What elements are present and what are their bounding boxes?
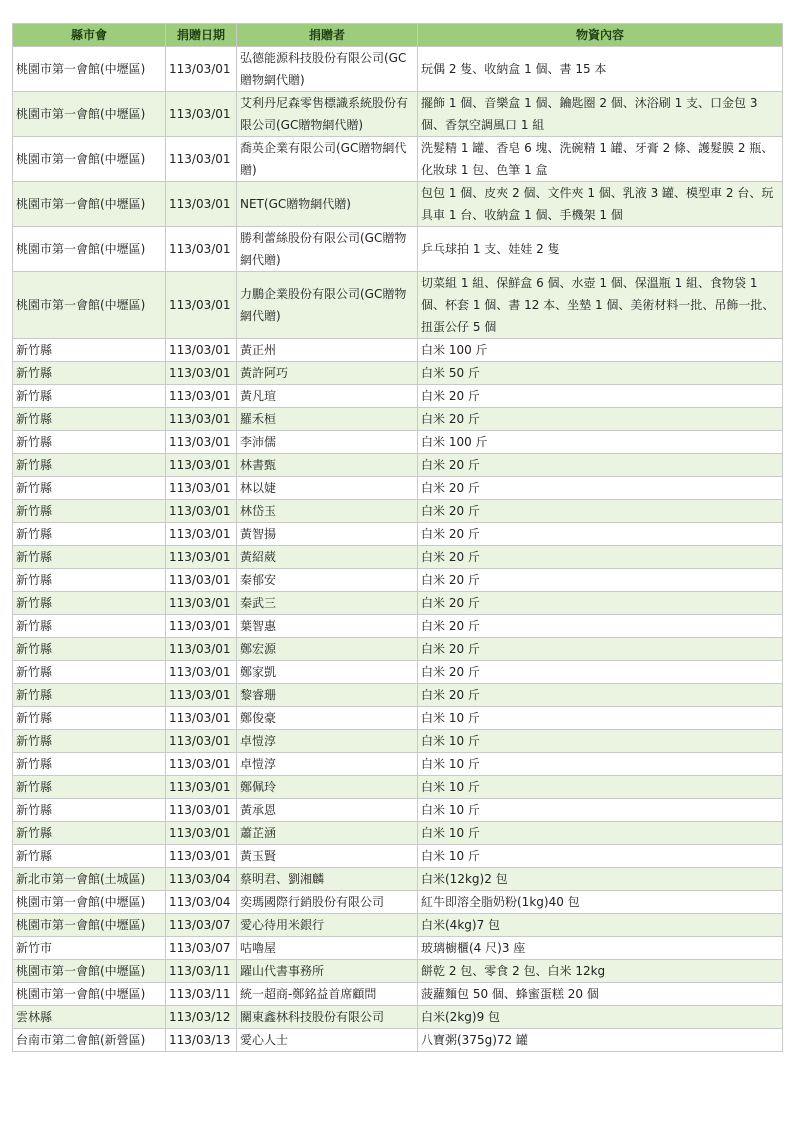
cell-donor: 黃凡瑄 (237, 385, 418, 408)
table-row (13, 592, 783, 615)
cell-county: 新竹縣 (13, 776, 166, 799)
cell-donor: 蔡明君、劉湘麟 (237, 868, 418, 891)
cell-items: 白米 10 斤 (418, 730, 783, 753)
table-row (13, 546, 783, 569)
cell-county: 新竹縣 (13, 454, 166, 477)
table-row (13, 454, 783, 477)
cell-items: 白米 20 斤 (418, 385, 783, 408)
cell-date: 113/03/01 (166, 182, 237, 227)
cell-items: 白米 20 斤 (418, 569, 783, 592)
header-date: 捐贈日期 (166, 24, 237, 47)
cell-items: 白米 10 斤 (418, 707, 783, 730)
table-row (13, 776, 783, 799)
cell-items: 白米(2kg)9 包 (418, 1006, 783, 1029)
cell-donor: 咕嚕屋 (237, 937, 418, 960)
cell-date: 113/03/07 (166, 914, 237, 937)
table-row (13, 92, 783, 137)
cell-items: 餅乾 2 包、零食 2 包、白米 12kg (418, 960, 783, 983)
cell-items: 白米 10 斤 (418, 776, 783, 799)
cell-donor: 勝利蕾絲股份有限公司(GC贈物網代贈) (237, 227, 418, 272)
cell-date: 113/03/11 (166, 960, 237, 983)
table-row (13, 868, 783, 891)
table-row (13, 339, 783, 362)
table-row (13, 477, 783, 500)
cell-county: 新竹縣 (13, 730, 166, 753)
cell-county: 桃園市第一會館(中壢區) (13, 47, 166, 92)
table-header-row (13, 24, 783, 47)
cell-donor: 愛心待用米銀行 (237, 914, 418, 937)
cell-date: 113/03/01 (166, 638, 237, 661)
cell-donor: 林以婕 (237, 477, 418, 500)
cell-county: 雲林縣 (13, 1006, 166, 1029)
cell-date: 113/03/11 (166, 983, 237, 1006)
cell-county: 新竹縣 (13, 684, 166, 707)
cell-items: 白米 100 斤 (418, 339, 783, 362)
cell-county: 新竹縣 (13, 753, 166, 776)
cell-donor: 力鵬企業股份有限公司(GC贈物網代贈) (237, 272, 418, 339)
cell-items: 白米 20 斤 (418, 500, 783, 523)
cell-date: 113/03/01 (166, 477, 237, 500)
cell-county: 新竹縣 (13, 339, 166, 362)
table-row (13, 227, 783, 272)
header-donor: 捐贈者 (237, 24, 418, 47)
cell-items: 白米(12kg)2 包 (418, 868, 783, 891)
cell-items: 白米 10 斤 (418, 845, 783, 868)
cell-donor: 卓愷淳 (237, 730, 418, 753)
cell-donor: 卓愷淳 (237, 753, 418, 776)
cell-items: 白米 20 斤 (418, 684, 783, 707)
cell-date: 113/03/01 (166, 753, 237, 776)
cell-donor: 林岱玉 (237, 500, 418, 523)
cell-items: 切菜組 1 組、保鮮盒 6 個、水壺 1 個、保溫瓶 1 組、食物袋 1 個、杯套 1 個、書 12 本、坐墊 1 個、美術材料一批、吊飾一批、扭蛋公仔 5 個 (418, 272, 783, 339)
table-row (13, 845, 783, 868)
table-row (13, 661, 783, 684)
cell-county: 新竹縣 (13, 362, 166, 385)
cell-county: 桃園市第一會館(中壢區) (13, 891, 166, 914)
cell-items: 洗髮精 1 罐、香皂 6 塊、洗碗精 1 罐、牙膏 2 條、護髮膜 2 瓶、化妝球 1 包、色筆 1 盒 (418, 137, 783, 182)
cell-donor: 鄭俊豪 (237, 707, 418, 730)
cell-items: 白米 10 斤 (418, 822, 783, 845)
table-row (13, 960, 783, 983)
cell-county: 新竹縣 (13, 638, 166, 661)
table-row (13, 523, 783, 546)
table-row (13, 615, 783, 638)
header-county: 縣市會 (13, 24, 166, 47)
cell-donor: 黃正州 (237, 339, 418, 362)
cell-county: 新竹縣 (13, 385, 166, 408)
cell-county: 新北市第一會館(土城區) (13, 868, 166, 891)
cell-donor: 奕瑪國際行銷股份有限公司 (237, 891, 418, 914)
cell-items: 白米 20 斤 (418, 661, 783, 684)
cell-county: 桃園市第一會館(中壢區) (13, 182, 166, 227)
cell-items: 白米 20 斤 (418, 454, 783, 477)
cell-date: 113/03/01 (166, 546, 237, 569)
cell-donor: 黎睿珊 (237, 684, 418, 707)
header-items: 物資內容 (418, 24, 783, 47)
cell-date: 113/03/01 (166, 684, 237, 707)
cell-county: 桃園市第一會館(中壢區) (13, 137, 166, 182)
table-row (13, 730, 783, 753)
cell-county: 新竹縣 (13, 569, 166, 592)
cell-county: 桃園市第一會館(中壢區) (13, 960, 166, 983)
cell-county: 新竹市 (13, 937, 166, 960)
cell-date: 113/03/01 (166, 615, 237, 638)
cell-county: 桃園市第一會館(中壢區) (13, 272, 166, 339)
cell-county: 台南市第二會館(新營區) (13, 1029, 166, 1052)
cell-donor: 鄭宏源 (237, 638, 418, 661)
cell-donor: 蕭芷涵 (237, 822, 418, 845)
donation-table (12, 23, 783, 1052)
cell-donor: 黃紹葳 (237, 546, 418, 569)
cell-county: 新竹縣 (13, 431, 166, 454)
cell-items: 白米 20 斤 (418, 592, 783, 615)
cell-items: 白米 20 斤 (418, 615, 783, 638)
cell-donor: 秦郁安 (237, 569, 418, 592)
cell-date: 113/03/04 (166, 868, 237, 891)
cell-date: 113/03/01 (166, 339, 237, 362)
cell-items: 白米 20 斤 (418, 523, 783, 546)
cell-donor: 鄭佩玲 (237, 776, 418, 799)
table-row (13, 569, 783, 592)
table-row (13, 914, 783, 937)
cell-date: 113/03/01 (166, 776, 237, 799)
cell-donor: 李沛儒 (237, 431, 418, 454)
cell-county: 桃園市第一會館(中壢區) (13, 914, 166, 937)
cell-items: 紅牛即溶全脂奶粉(1kg)40 包 (418, 891, 783, 914)
cell-donor: 艾利丹尼森零售標識系統股份有限公司(GC贈物網代贈) (237, 92, 418, 137)
table-row (13, 822, 783, 845)
cell-donor: 弘德能源科技股份有限公司(GC贈物網代贈) (237, 47, 418, 92)
cell-date: 113/03/01 (166, 227, 237, 272)
cell-items: 白米(4kg)7 包 (418, 914, 783, 937)
cell-county: 新竹縣 (13, 799, 166, 822)
cell-county: 新竹縣 (13, 661, 166, 684)
cell-items: 玻璃櫥櫃(4 尺)3 座 (418, 937, 783, 960)
cell-items: 白米 20 斤 (418, 546, 783, 569)
cell-donor: NET(GC贈物網代贈) (237, 182, 418, 227)
table-row (13, 385, 783, 408)
cell-items: 白米 100 斤 (418, 431, 783, 454)
cell-items: 白米 20 斤 (418, 408, 783, 431)
cell-date: 113/03/01 (166, 92, 237, 137)
cell-donor: 關東鑫林科技股份有限公司 (237, 1006, 418, 1029)
cell-donor: 葉智惠 (237, 615, 418, 638)
cell-date: 113/03/01 (166, 272, 237, 339)
cell-items: 包包 1 個、皮夾 2 個、文件夾 1 個、乳液 3 罐、模型車 2 台、玩具車 1 台、收納盒 1 個、手機架 1 個 (418, 182, 783, 227)
table-row (13, 638, 783, 661)
cell-donor: 躍山代書事務所 (237, 960, 418, 983)
cell-date: 113/03/07 (166, 937, 237, 960)
cell-date: 113/03/01 (166, 431, 237, 454)
cell-county: 新竹縣 (13, 845, 166, 868)
cell-date: 113/03/01 (166, 730, 237, 753)
cell-donor: 統一超商-鄭銘益首席顧問 (237, 983, 418, 1006)
table-row (13, 1006, 783, 1029)
cell-date: 113/03/01 (166, 362, 237, 385)
cell-county: 新竹縣 (13, 500, 166, 523)
cell-date: 113/03/01 (166, 408, 237, 431)
cell-county: 新竹縣 (13, 408, 166, 431)
cell-date: 113/03/01 (166, 822, 237, 845)
cell-items: 菠蘿麵包 50 個、蜂蜜蛋糕 20 個 (418, 983, 783, 1006)
cell-date: 113/03/04 (166, 891, 237, 914)
cell-donor: 黃許阿巧 (237, 362, 418, 385)
cell-donor: 黃玉賢 (237, 845, 418, 868)
cell-county: 新竹縣 (13, 592, 166, 615)
cell-date: 113/03/01 (166, 569, 237, 592)
table-row (13, 983, 783, 1006)
cell-items: 八寶粥(375g)72 罐 (418, 1029, 783, 1052)
cell-items: 白米 20 斤 (418, 477, 783, 500)
cell-county: 新竹縣 (13, 546, 166, 569)
cell-date: 113/03/01 (166, 661, 237, 684)
cell-county: 桃園市第一會館(中壢區) (13, 92, 166, 137)
cell-date: 113/03/12 (166, 1006, 237, 1029)
cell-date: 113/03/01 (166, 592, 237, 615)
cell-date: 113/03/01 (166, 47, 237, 92)
table-row (13, 47, 783, 92)
table-row (13, 182, 783, 227)
cell-date: 113/03/01 (166, 454, 237, 477)
cell-donor: 愛心人士 (237, 1029, 418, 1052)
cell-items: 白米 20 斤 (418, 638, 783, 661)
cell-county: 桃園市第一會館(中壢區) (13, 983, 166, 1006)
cell-donor: 喬英企業有限公司(GC贈物網代贈) (237, 137, 418, 182)
table-row (13, 362, 783, 385)
cell-items: 乒乓球拍 1 支、娃娃 2 隻 (418, 227, 783, 272)
cell-date: 113/03/01 (166, 799, 237, 822)
cell-county: 新竹縣 (13, 615, 166, 638)
cell-items: 白米 10 斤 (418, 799, 783, 822)
cell-date: 113/03/01 (166, 845, 237, 868)
cell-donor: 黃承恩 (237, 799, 418, 822)
cell-donor: 林書甄 (237, 454, 418, 477)
table-row (13, 799, 783, 822)
cell-date: 113/03/13 (166, 1029, 237, 1052)
cell-items: 玩偶 2 隻、收納盒 1 個、書 15 本 (418, 47, 783, 92)
cell-date: 113/03/01 (166, 500, 237, 523)
table-row (13, 272, 783, 339)
cell-items: 白米 50 斤 (418, 362, 783, 385)
table-row (13, 137, 783, 182)
cell-county: 新竹縣 (13, 822, 166, 845)
cell-date: 113/03/01 (166, 385, 237, 408)
table-row (13, 753, 783, 776)
cell-county: 新竹縣 (13, 523, 166, 546)
cell-donor: 秦武三 (237, 592, 418, 615)
cell-donor: 鄭家凱 (237, 661, 418, 684)
cell-county: 新竹縣 (13, 707, 166, 730)
cell-date: 113/03/01 (166, 137, 237, 182)
table-row (13, 1029, 783, 1052)
cell-date: 113/03/01 (166, 523, 237, 546)
table-row (13, 707, 783, 730)
table-row (13, 937, 783, 960)
table-row (13, 408, 783, 431)
cell-county: 新竹縣 (13, 477, 166, 500)
table-row (13, 684, 783, 707)
table-body (13, 47, 783, 1052)
table-row (13, 431, 783, 454)
table-row (13, 891, 783, 914)
table-row (13, 500, 783, 523)
cell-date: 113/03/01 (166, 707, 237, 730)
cell-donor: 羅禾桓 (237, 408, 418, 431)
cell-county: 桃園市第一會館(中壢區) (13, 227, 166, 272)
cell-items: 擺飾 1 個、音樂盒 1 個、鑰匙圈 2 個、沐浴刷 1 支、口金包 3 個、香氛空調風口 1 組 (418, 92, 783, 137)
cell-items: 白米 10 斤 (418, 753, 783, 776)
cell-donor: 黃智揚 (237, 523, 418, 546)
